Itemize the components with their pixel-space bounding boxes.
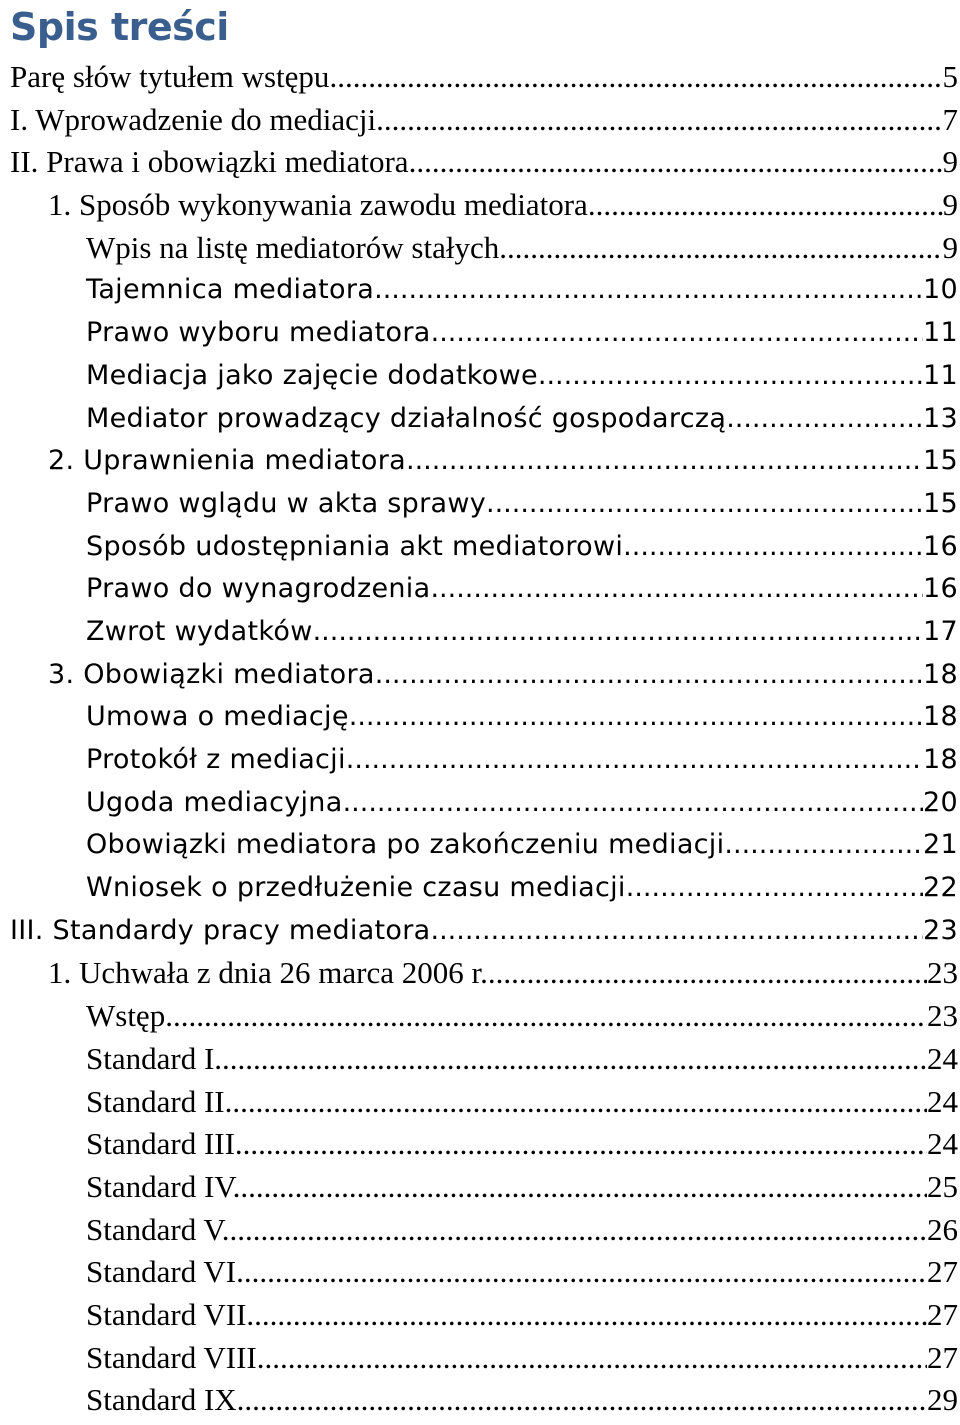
toc-page-number: 23 xyxy=(927,998,958,1034)
toc-entry[interactable] xyxy=(0,1209,960,1252)
toc-page-number: 9 xyxy=(942,229,958,265)
toc-entry-title: Standard I. xyxy=(86,1040,223,1076)
toc-entry[interactable] xyxy=(0,1251,960,1294)
toc-dot-leader xyxy=(343,782,923,825)
toc-entry-title: Obowiązki mediatora po zakończeniu mediacji xyxy=(86,829,725,861)
toc-entry-title: I. Wprowadzenie do mediacji xyxy=(10,101,377,137)
toc-dot-leader xyxy=(232,1081,927,1124)
toc-dot-leader xyxy=(488,952,927,995)
toc-dot-leader xyxy=(329,56,942,99)
toc-entry-title: Standard VII. xyxy=(86,1296,255,1332)
toc-entry-title: Standard V. xyxy=(86,1211,230,1247)
toc-entry[interactable] xyxy=(0,952,960,995)
toc-entry-title: Prawo wglądu w akta sprawy xyxy=(86,487,487,519)
toc-entry[interactable] xyxy=(0,1081,960,1124)
toc-page-number: 27 xyxy=(927,1296,958,1332)
toc-entry[interactable] xyxy=(0,483,960,526)
toc-dot-leader xyxy=(431,312,923,355)
toc-dot-leader xyxy=(346,739,923,782)
toc-page-number: 24 xyxy=(927,1083,958,1119)
toc-dot-leader xyxy=(375,654,923,697)
toc-entry-title: Wniosek o przedłużenie czasu mediacji xyxy=(86,872,626,904)
toc-dot-leader xyxy=(243,1123,927,1166)
toc-entry[interactable] xyxy=(0,696,960,739)
toc-entry-title: 1. Sposób wykonywania zawodu mediatora xyxy=(48,187,588,223)
toc-entry[interactable] xyxy=(0,56,960,99)
toc-dot-leader xyxy=(244,1379,927,1422)
toc-dot-leader xyxy=(165,995,927,1038)
toc-entry[interactable] xyxy=(0,867,960,910)
toc-entry-title: Prawo wyboru mediatora xyxy=(86,317,431,349)
toc-dot-leader xyxy=(374,269,923,312)
toc-page-number: 11 xyxy=(923,359,958,391)
toc-entry-title: Zwrot wydatków xyxy=(86,615,313,647)
toc-entry[interactable] xyxy=(0,995,960,1038)
toc-page-number: 24 xyxy=(927,1040,958,1076)
toc-entry[interactable] xyxy=(0,269,960,312)
toc-dot-leader xyxy=(486,483,923,526)
toc-entry-title: Umowa o mediację xyxy=(86,701,349,733)
toc-entry-title: Protokół z mediacji xyxy=(86,744,346,775)
toc-entry[interactable] xyxy=(0,141,960,184)
toc-dot-leader xyxy=(623,526,923,569)
toc-dot-leader xyxy=(254,1294,927,1337)
toc-entry-title: Standard IX. xyxy=(86,1382,245,1418)
toc-entry[interactable] xyxy=(0,99,960,142)
toc-dot-leader xyxy=(230,1209,927,1252)
toc-entry-title: II. Prawa i obowiązki mediatora xyxy=(10,144,409,180)
toc-entry[interactable] xyxy=(0,1038,960,1081)
toc-entry-title: Ugoda mediacyjna xyxy=(86,786,343,818)
toc-dot-leader xyxy=(588,184,943,227)
toc-entry[interactable] xyxy=(0,1166,960,1209)
toc-entry[interactable] xyxy=(0,526,960,569)
toc-dot-leader xyxy=(406,440,923,483)
toc-entry[interactable] xyxy=(0,355,960,398)
toc-entry[interactable] xyxy=(0,782,960,825)
toc-dot-leader xyxy=(431,910,924,953)
toc-dot-leader xyxy=(265,1337,928,1380)
toc-page-number: 15 xyxy=(923,487,958,519)
toc-entry-title: Standard II. xyxy=(86,1083,233,1119)
toc-entry[interactable] xyxy=(0,1337,960,1380)
toc-dot-leader xyxy=(724,824,923,867)
toc-dot-leader xyxy=(376,99,942,142)
toc-dot-leader xyxy=(240,1166,927,1209)
toc-page-number: 24 xyxy=(927,1126,958,1162)
toc-entry[interactable] xyxy=(0,227,960,270)
toc-entry-title: Standard III. xyxy=(86,1126,243,1162)
table-of-contents xyxy=(0,56,960,1422)
toc-entry[interactable] xyxy=(0,910,960,953)
toc-page-number: 16 xyxy=(923,573,958,605)
toc-dot-leader xyxy=(726,398,923,441)
toc-page-number: 18 xyxy=(923,701,958,733)
toc-page-number: 23 xyxy=(927,955,958,991)
toc-entry-title: 2. Uprawnienia mediatora xyxy=(48,445,406,477)
toc-entry[interactable] xyxy=(0,568,960,611)
toc-entry-title: III. Standardy pracy mediatora xyxy=(10,914,431,946)
toc-entry-title: Standard VI. xyxy=(86,1254,244,1290)
toc-entry-title: Sposób udostępniania akt mediatorowi xyxy=(86,530,624,562)
toc-entry[interactable] xyxy=(0,824,960,867)
toc-page-number: 26 xyxy=(927,1211,958,1247)
toc-entry[interactable] xyxy=(0,739,960,782)
toc-entry[interactable] xyxy=(0,654,960,697)
toc-page-number: 16 xyxy=(923,530,958,562)
toc-dot-leader xyxy=(409,141,943,184)
toc-entry-title: Mediator prowadzący działalność gospodarczą xyxy=(86,402,727,434)
toc-entry[interactable] xyxy=(0,1294,960,1337)
toc-dot-leader xyxy=(349,696,923,739)
toc-page-number: 25 xyxy=(927,1168,958,1204)
toc-entry[interactable] xyxy=(0,398,960,441)
toc-dot-leader xyxy=(499,227,942,270)
toc-entry-title: Wpis na listę mediatorów stałych xyxy=(86,229,500,265)
toc-page-number: 10 xyxy=(923,274,958,306)
toc-entry-title: 1. Uchwała z dnia 26 marca 2006 r. xyxy=(48,955,488,991)
toc-entry-title: Standard VIII. xyxy=(86,1339,265,1375)
toc-entry[interactable] xyxy=(0,1123,960,1166)
toc-page-number: 20 xyxy=(923,786,958,818)
toc-dot-leader xyxy=(538,355,923,398)
toc-entry-title: Mediacja jako zajęcie dodatkowe xyxy=(86,359,538,391)
toc-page-number: 9 xyxy=(942,187,958,223)
toc-entry-title: Parę słów tytułem wstępu xyxy=(10,59,330,94)
toc-page-number: 18 xyxy=(923,658,958,690)
toc-page-number: 27 xyxy=(927,1254,958,1290)
toc-page-number: 15 xyxy=(923,445,958,477)
toc-page-number: 29 xyxy=(927,1382,958,1418)
page-title: Spis treści xyxy=(10,5,229,49)
toc-entry-title: Prawo do wynagrodzenia xyxy=(86,573,431,605)
toc-entry[interactable] xyxy=(0,1379,960,1422)
toc-entry[interactable] xyxy=(0,312,960,355)
toc-page-number: 17 xyxy=(923,615,958,647)
toc-entry-title: 3. Obowiązki mediatora xyxy=(48,658,375,690)
toc-page-number: 27 xyxy=(927,1339,958,1375)
toc-page-number: 13 xyxy=(923,402,958,434)
toc-dot-leader xyxy=(313,611,923,654)
toc-dot-leader xyxy=(222,1038,927,1081)
toc-entry[interactable] xyxy=(0,611,960,654)
toc-dot-leader xyxy=(244,1251,927,1294)
toc-page-number: 23 xyxy=(923,914,958,946)
toc-page-number: 11 xyxy=(923,317,958,349)
toc-dot-leader xyxy=(430,568,923,611)
toc-dot-leader xyxy=(626,867,923,910)
toc-page-number: 21 xyxy=(923,829,958,861)
toc-page-number: 9 xyxy=(942,144,958,180)
toc-entry-title: Tajemnica mediatora xyxy=(86,274,375,306)
toc-entry-title: Wstęp xyxy=(86,998,166,1034)
toc-entry[interactable] xyxy=(0,440,960,483)
toc-entry[interactable] xyxy=(0,184,960,227)
toc-page-number: 7 xyxy=(942,101,958,137)
toc-entry-title: Standard IV. xyxy=(86,1168,241,1204)
toc-page-number: 5 xyxy=(942,59,958,94)
toc-page-number: 18 xyxy=(923,744,958,775)
toc-page-number: 22 xyxy=(923,872,958,904)
